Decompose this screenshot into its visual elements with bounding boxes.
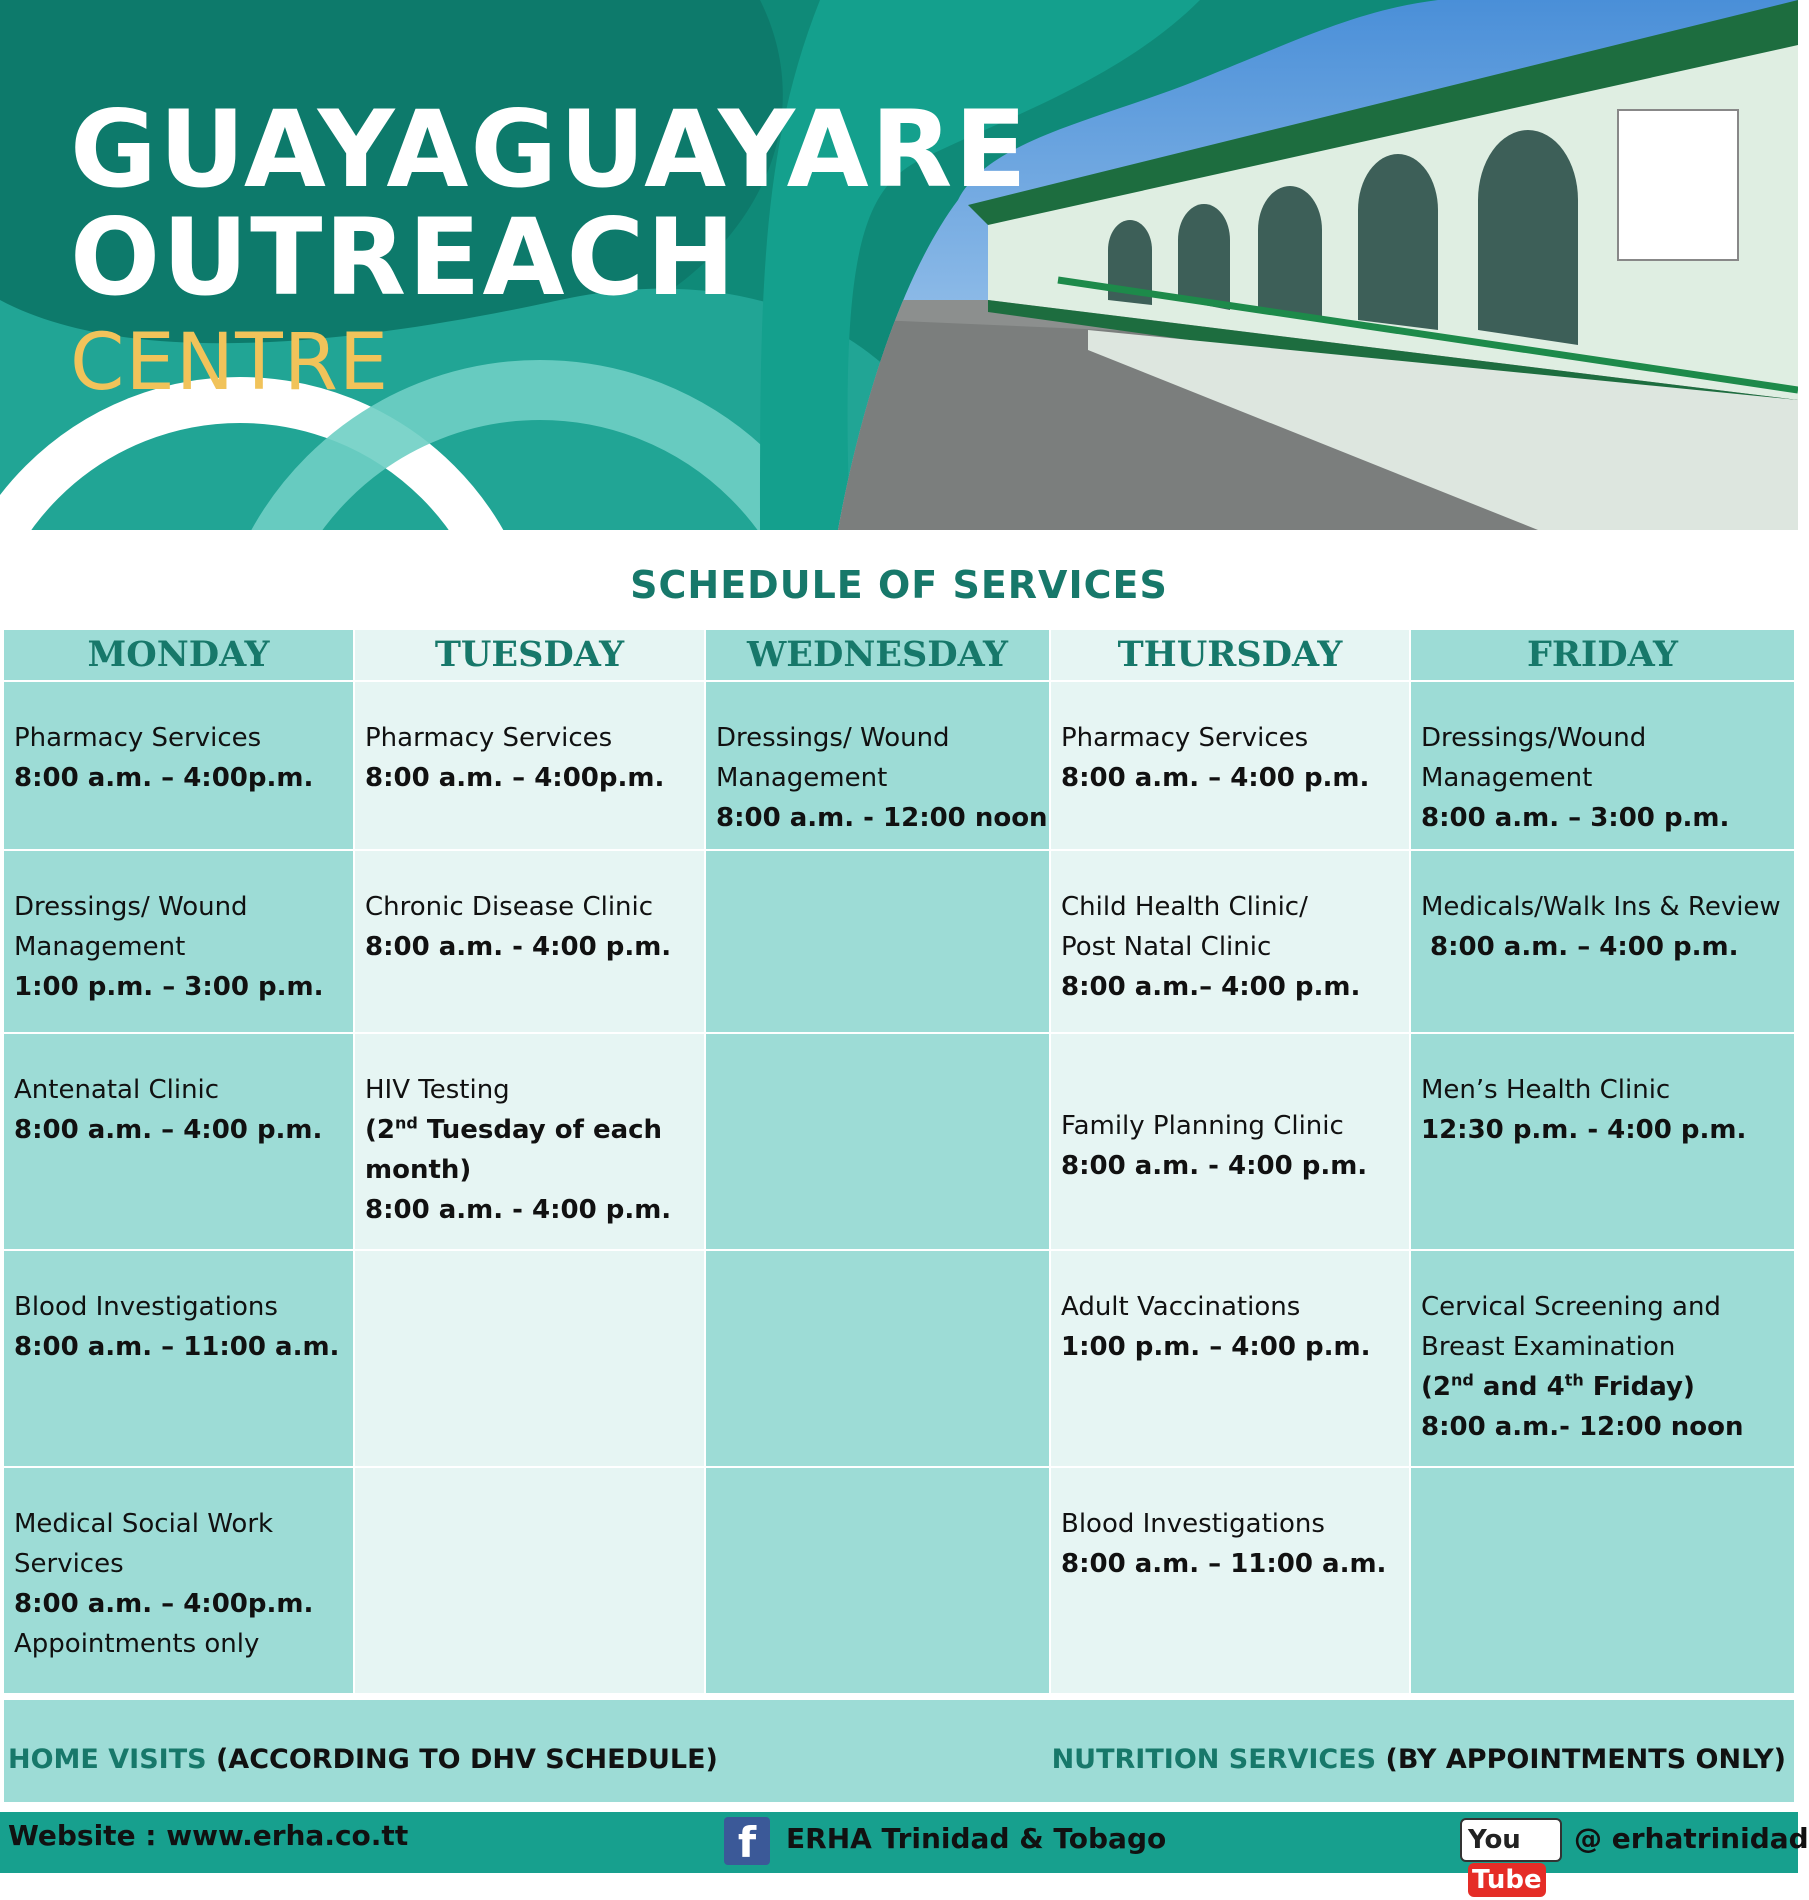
schedule-cell-tue-2 [355,851,706,1034]
service-time: 8:00 a.m. - 4:00 p.m. [365,932,672,962]
schedule-cell-wed-2 [706,851,1051,1034]
schedule-cell-wed-1 [706,682,1051,851]
schedule-cell-fri-4 [1411,1251,1794,1468]
note-part: and 4 [1473,1372,1565,1402]
service-name-cont: Post Natal Clinic [1061,932,1272,962]
schedule-cell-mon-4 [4,1251,355,1468]
youtube-icon[interactable] [1460,1818,1562,1895]
youtube-handle-link[interactable]: @ erhatrinidad [1574,1822,1809,1855]
service-name-cont: Management [14,932,186,962]
website-link[interactable]: Website : www.erha.co.tt [8,1819,409,1852]
service-time: 1:00 p.m. – 3:00 p.m. [14,972,324,1002]
service-name-cont: Management [1421,763,1593,793]
schedule-cell-tue-1 [355,682,706,851]
note-part: Friday) [1583,1372,1695,1402]
note-part: (2 [365,1115,395,1145]
service-time: 8:00 a.m.– 4:00 p.m. [1061,972,1361,1002]
youtube-icon-you: You [1468,1825,1521,1855]
schedule-cell-tue-5 [355,1468,706,1695]
home-visits-detail: (ACCORDING TO DHV SCHEDULE) [206,1744,718,1775]
note-superscript: nd [1450,1370,1474,1390]
service-name: HIV Testing [365,1075,510,1105]
day-header-friday: FRIDAY [1411,630,1794,682]
service-time: 8:00 a.m. – 4:00p.m. [14,1589,314,1619]
service-note-cont: month) [365,1155,472,1185]
schedule-cell-wed-5 [706,1468,1051,1695]
schedule-cell-wed-3 [706,1034,1051,1251]
service-name: Pharmacy Services [365,723,613,753]
service-name: Men’s Health Clinic [1421,1075,1671,1105]
service-time: 8:00 a.m.- 12:00 noon [1421,1412,1744,1442]
day-header-tuesday: TUESDAY [355,630,706,682]
schedule-cell-fri-3 [1411,1034,1794,1251]
service-name: Dressings/ Wound [14,892,248,922]
header-banner [0,0,1798,530]
service-time: 8:00 a.m. - 12:00 noon [716,803,1048,833]
day-header-thursday: THURSDAY [1051,630,1411,682]
service-name: Adult Vaccinations [1061,1292,1301,1322]
service-name-cont: Breast Examination [1421,1332,1676,1362]
schedule-cell-mon-2 [4,851,355,1034]
title-line-3: CENTRE [70,318,390,408]
service-note [1421,1367,1784,1407]
service-time: 8:00 a.m. - 4:00 p.m. [365,1195,672,1225]
home-visits-note [8,1744,718,1775]
schedule-cell-mon-3 [4,1034,355,1251]
service-time: 8:00 a.m. – 4:00p.m. [14,763,314,793]
footer-notes [4,1700,1794,1802]
title-line-1: GUAYAGUAYARE [70,88,1029,211]
day-header-monday: MONDAY [4,630,355,682]
service-name: Family Planning Clinic [1061,1111,1344,1141]
service-time: 8:00 a.m. – 4:00p.m. [365,763,665,793]
nutrition-label: NUTRITION SERVICES [1051,1744,1377,1775]
schedule-cell-fri-2 [1411,851,1794,1034]
home-visits-label: HOME VISITS [8,1744,207,1775]
nutrition-detail: (BY APPOINTMENTS ONLY) [1376,1744,1786,1775]
note-superscript: th [1564,1370,1584,1390]
service-time: 8:00 a.m. - 4:00 p.m. [1061,1151,1368,1181]
building-photo [838,0,1798,530]
schedule-title: SCHEDULE OF SERVICES [630,563,1168,607]
service-extra: Appointments only [14,1629,260,1659]
service-name: Medical Social Work [14,1509,274,1539]
service-name-cont: Services [14,1549,124,1579]
service-time: 12:30 p.m. - 4:00 p.m. [1421,1115,1747,1145]
schedule-cell-thu-1 [1051,682,1411,851]
schedule-cell-fri-5 [1411,1468,1794,1695]
schedule-cell-tue-4 [355,1251,706,1468]
service-name: Dressings/Wound [1421,723,1647,753]
schedule-cell-mon-1 [4,682,355,851]
service-name: Child Health Clinic/ [1061,892,1308,922]
service-time: 8:00 a.m. – 11:00 a.m. [1061,1549,1387,1579]
service-name-cont: Management [716,763,888,793]
schedule-cell-fri-1 [1411,682,1794,851]
schedule-cell-thu-4 [1051,1251,1411,1468]
service-time: 1:00 p.m. – 4:00 p.m. [1061,1332,1371,1362]
service-time: 8:00 a.m. – 3:00 p.m. [1421,803,1730,833]
note-superscript: nd [394,1113,418,1133]
title-line-2: OUTREACH [70,196,738,319]
service-time: 8:00 a.m. – 4:00 p.m. [14,1115,323,1145]
schedule-cell-thu-2 [1051,851,1411,1034]
service-time: 8:00 a.m. – 4:00 p.m. [1061,763,1370,793]
service-name: Pharmacy Services [14,723,262,753]
service-name: Pharmacy Services [1061,723,1309,753]
service-note [365,1110,694,1150]
nutrition-note [1052,1744,1786,1775]
day-header-wednesday: WEDNESDAY [706,630,1051,682]
schedule-table [4,630,1794,1695]
facebook-page-link[interactable]: ERHA Trinidad & Tobago [786,1822,1167,1855]
service-name: Medicals/Walk Ins & Review [1421,892,1781,922]
service-time: 8:00 a.m. – 11:00 a.m. [14,1332,340,1362]
youtube-icon-tube: Tube [1468,1863,1546,1897]
schedule-cell-wed-4 [706,1251,1051,1468]
service-name: Cervical Screening and [1421,1292,1721,1322]
service-name: Blood Investigations [1061,1509,1325,1539]
schedule-heading [0,530,1798,630]
facebook-icon[interactable]: f [724,1817,770,1865]
service-name: Blood Investigations [14,1292,278,1322]
note-part: (2 [1421,1372,1451,1402]
schedule-cell-tue-3 [355,1034,706,1251]
service-time: 8:00 a.m. – 4:00 p.m. [1421,932,1739,962]
service-name: Antenatal Clinic [14,1075,220,1105]
schedule-cell-thu-5 [1051,1468,1411,1695]
service-name: Chronic Disease Clinic [365,892,654,922]
schedule-cell-thu-3 [1051,1034,1411,1251]
service-name: Dressings/ Wound [716,723,950,753]
schedule-cell-mon-5 [4,1468,355,1695]
note-part: Tuesday of each [417,1115,663,1145]
